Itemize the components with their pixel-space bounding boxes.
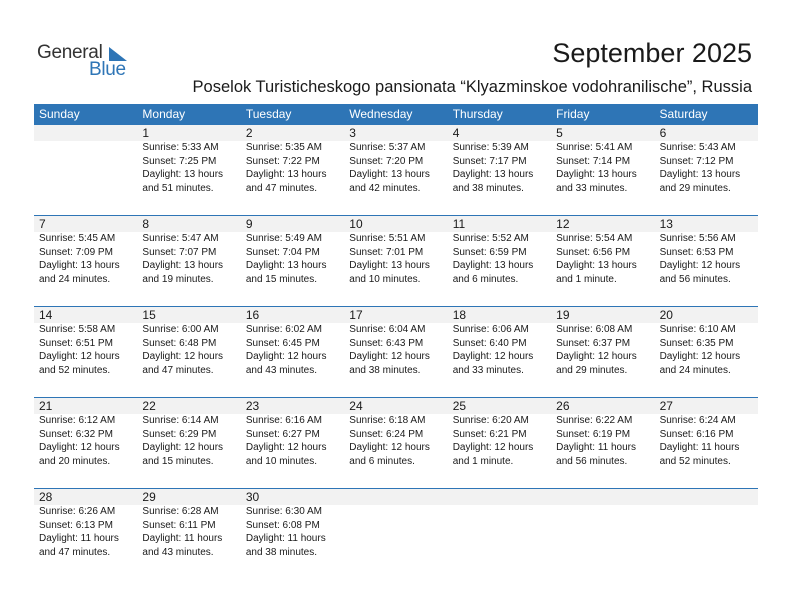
sunset-text: Sunset: 7:12 PM — [659, 155, 734, 167]
sunrise-text: Sunrise: 6:08 AM — [556, 324, 633, 335]
day-number: 23 — [245, 399, 260, 413]
daylight-text: Daylight: 11 hours — [556, 442, 636, 453]
daylight-minutes-text: and 52 minutes. — [39, 364, 111, 376]
location-subtitle: Poselok Turisticheskogo pansionata “Klyazminskoe vodohranilische”, Russia — [192, 78, 752, 96]
daylight-minutes-text: and 19 minutes. — [142, 273, 214, 285]
day-number: 19 — [556, 308, 570, 322]
sunrise-text: Sunrise: 5:51 AM — [349, 233, 426, 244]
sunset-text: Sunset: 7:22 PM — [245, 155, 320, 167]
weekday-header: Tuesday — [245, 107, 292, 121]
daylight-minutes-text: and 51 minutes. — [142, 182, 214, 194]
daylight-minutes-text: and 1 minute. — [556, 273, 617, 285]
sunrise-text: Sunrise: 6:26 AM — [39, 506, 116, 517]
sunrise-text: Sunrise: 5:54 AM — [556, 233, 633, 244]
sunrise-text: Sunrise: 6:12 AM — [39, 415, 116, 426]
day-cell — [241, 398, 344, 488]
weekday-header-row — [34, 104, 758, 125]
sunset-text: Sunset: 6:16 PM — [659, 428, 734, 440]
sunset-text: Sunset: 6:51 PM — [39, 337, 113, 349]
sunrise-text: Sunrise: 5:39 AM — [452, 142, 529, 153]
day-cell — [655, 307, 758, 397]
daylight-minutes-text: and 38 minutes. — [245, 546, 318, 558]
daylight-text: Daylight: 13 hours — [349, 169, 430, 180]
day-cell — [448, 307, 551, 397]
daylight-text: Daylight: 13 hours — [142, 260, 224, 271]
day-number: 22 — [142, 399, 156, 413]
sunrise-text: Sunrise: 6:02 AM — [245, 324, 322, 335]
sunset-text: Sunset: 6:56 PM — [556, 246, 631, 258]
day-number: 30 — [245, 490, 260, 504]
day-number: 8 — [142, 217, 150, 231]
day-cell — [655, 216, 758, 306]
daylight-minutes-text: and 24 minutes. — [659, 364, 731, 376]
sunrise-text: Sunrise: 5:35 AM — [245, 142, 322, 153]
daylight-minutes-text: and 47 minutes. — [142, 364, 214, 376]
sunrise-text: Sunrise: 5:43 AM — [659, 142, 736, 153]
sunrise-text: Sunrise: 5:45 AM — [39, 233, 116, 244]
day-number: 29 — [142, 490, 156, 504]
day-number: 24 — [349, 399, 363, 413]
daylight-minutes-text: and 56 minutes. — [659, 273, 731, 285]
daylight-text: Daylight: 13 hours — [142, 169, 224, 180]
day-cell — [137, 489, 240, 579]
sunset-text: Sunset: 6:35 PM — [659, 337, 734, 349]
day-cell — [448, 216, 551, 306]
daylight-minutes-text: and 1 minute. — [452, 455, 514, 467]
day-number: 14 — [39, 308, 53, 322]
sunrise-text: Sunrise: 6:14 AM — [142, 415, 219, 426]
daylight-text: Daylight: 13 hours — [452, 169, 534, 180]
daylight-minutes-text: and 47 minutes. — [39, 546, 111, 558]
day-number: 21 — [39, 399, 53, 413]
day-cell — [137, 398, 240, 488]
daylight-minutes-text: and 15 minutes. — [245, 273, 318, 285]
day-cell — [655, 125, 758, 215]
sunset-text: Sunset: 6:29 PM — [142, 428, 217, 440]
day-cell — [551, 125, 654, 215]
sunrise-text: Sunrise: 6:06 AM — [452, 324, 529, 335]
sunset-text: Sunset: 6:13 PM — [39, 519, 113, 531]
weekday-header: Monday — [142, 107, 186, 121]
week-row — [34, 215, 758, 306]
sunset-text: Sunset: 6:43 PM — [349, 337, 424, 349]
daylight-text: Daylight: 12 hours — [452, 351, 534, 362]
daylight-minutes-text: and 10 minutes. — [245, 455, 318, 467]
sunset-text: Sunset: 6:21 PM — [452, 428, 527, 440]
sunrise-text: Sunrise: 5:41 AM — [556, 142, 633, 153]
day-cell — [344, 307, 447, 397]
day-number: 12 — [556, 217, 570, 231]
sunset-text: Sunset: 6:08 PM — [245, 519, 320, 531]
sunset-text: Sunset: 6:11 PM — [142, 519, 216, 531]
daylight-minutes-text: and 47 minutes. — [245, 182, 318, 194]
day-cell — [344, 125, 447, 215]
daylight-minutes-text: and 20 minutes. — [39, 455, 111, 467]
daylight-text: Daylight: 12 hours — [39, 442, 120, 453]
daylight-minutes-text: and 6 minutes. — [452, 273, 519, 285]
daylight-text: Daylight: 11 hours — [659, 442, 740, 453]
day-number: 28 — [39, 490, 53, 504]
sunrise-text: Sunrise: 6:30 AM — [245, 506, 322, 517]
day-cell — [448, 125, 551, 215]
daylight-minutes-text: and 29 minutes. — [659, 182, 731, 194]
daylight-text: Daylight: 13 hours — [349, 260, 430, 271]
sunrise-text: Sunrise: 5:37 AM — [349, 142, 426, 153]
day-cell — [241, 125, 344, 215]
daylight-text: Daylight: 12 hours — [142, 442, 224, 453]
daylight-text: Daylight: 13 hours — [245, 260, 327, 271]
day-cell — [34, 216, 137, 306]
week-row — [34, 306, 758, 397]
sunset-text: Sunset: 7:01 PM — [349, 246, 424, 258]
sunrise-text: Sunrise: 6:00 AM — [142, 324, 219, 335]
weekday-header: Wednesday — [349, 107, 413, 121]
day-cell — [137, 307, 240, 397]
day-number: 17 — [349, 308, 363, 322]
day-number: 1 — [142, 126, 150, 140]
sunrise-text: Sunrise: 5:49 AM — [245, 233, 322, 244]
day-cell — [34, 398, 137, 488]
daylight-text: Daylight: 12 hours — [245, 351, 327, 362]
sunset-text: Sunset: 7:07 PM — [142, 246, 217, 258]
day-cell — [34, 307, 137, 397]
sunrise-text: Sunrise: 6:24 AM — [659, 415, 736, 426]
sunset-text: Sunset: 7:04 PM — [245, 246, 320, 258]
sunset-text: Sunset: 6:24 PM — [349, 428, 424, 440]
logo-text-blue: Blue — [89, 59, 126, 80]
sunrise-text: Sunrise: 5:58 AM — [39, 324, 116, 335]
day-number: 18 — [452, 308, 467, 322]
sunset-text: Sunset: 6:53 PM — [659, 246, 734, 258]
daylight-text: Daylight: 13 hours — [659, 169, 741, 180]
daylight-minutes-text: and 56 minutes. — [556, 455, 628, 467]
sunset-text: Sunset: 7:14 PM — [556, 155, 631, 167]
daylight-minutes-text: and 42 minutes. — [349, 182, 421, 194]
daylight-text: Daylight: 13 hours — [39, 260, 120, 271]
sunset-text: Sunset: 7:25 PM — [142, 155, 217, 167]
daylight-minutes-text: and 24 minutes. — [39, 273, 111, 285]
weekday-header: Sunday — [39, 107, 80, 121]
day-number: 3 — [349, 126, 356, 140]
week-row — [34, 397, 758, 488]
weekday-header: Thursday — [452, 107, 503, 121]
daylight-text: Daylight: 12 hours — [39, 351, 120, 362]
daylight-text: Daylight: 12 hours — [245, 442, 327, 453]
daylight-text: Daylight: 13 hours — [556, 169, 637, 180]
daylight-minutes-text: and 10 minutes. — [349, 273, 421, 285]
day-cell — [551, 216, 654, 306]
sunset-text: Sunset: 6:27 PM — [245, 428, 320, 440]
sunset-text: Sunset: 6:45 PM — [245, 337, 320, 349]
sunset-text: Sunset: 6:48 PM — [142, 337, 217, 349]
sunrise-text: Sunrise: 5:47 AM — [142, 233, 219, 244]
day-number: 7 — [39, 217, 46, 231]
daylight-text: Daylight: 12 hours — [659, 351, 741, 362]
calendar-weeks — [34, 125, 758, 579]
week-row — [34, 488, 758, 579]
daylight-text: Daylight: 13 hours — [245, 169, 327, 180]
sunrise-text: Sunrise: 6:10 AM — [659, 324, 736, 335]
sunset-text: Sunset: 6:37 PM — [556, 337, 631, 349]
day-number: 16 — [245, 308, 260, 322]
daylight-text: Daylight: 12 hours — [452, 442, 534, 453]
page-title: September 2025 — [552, 38, 752, 68]
day-number: 20 — [659, 308, 673, 322]
daylight-minutes-text: and 33 minutes. — [556, 182, 628, 194]
day-number: 25 — [452, 399, 467, 413]
weekday-header: Friday — [556, 107, 590, 121]
sunrise-text: Sunrise: 5:52 AM — [452, 233, 529, 244]
daylight-minutes-text: and 6 minutes. — [349, 455, 415, 467]
daylight-minutes-text: and 29 minutes. — [556, 364, 628, 376]
daylight-minutes-text: and 15 minutes. — [142, 455, 214, 467]
day-cell — [551, 307, 654, 397]
day-cell — [241, 216, 344, 306]
day-number: 15 — [142, 308, 156, 322]
day-number: 27 — [659, 399, 673, 413]
day-cell — [344, 216, 447, 306]
day-number: 11 — [452, 217, 466, 231]
daylight-text: Daylight: 12 hours — [349, 442, 430, 453]
calendar-grid — [34, 104, 758, 579]
day-cell — [241, 307, 344, 397]
sunset-text: Sunset: 6:32 PM — [39, 428, 113, 440]
day-cell — [34, 489, 137, 579]
sunrise-text: Sunrise: 5:33 AM — [142, 142, 219, 153]
daylight-minutes-text: and 52 minutes. — [659, 455, 731, 467]
daylight-text: Daylight: 12 hours — [349, 351, 430, 362]
day-cell — [448, 398, 551, 488]
logo-text-general: General — [37, 42, 103, 63]
weekday-header: Saturday — [659, 107, 708, 121]
daylight-text: Daylight: 13 hours — [452, 260, 534, 271]
sunrise-text: Sunrise: 5:56 AM — [659, 233, 736, 244]
day-number: 2 — [245, 126, 253, 140]
daylight-text: Daylight: 12 hours — [142, 351, 224, 362]
day-number: 6 — [659, 126, 667, 140]
daylight-minutes-text: and 43 minutes. — [142, 546, 214, 558]
day-cell — [551, 398, 654, 488]
daylight-text: Daylight: 11 hours — [142, 533, 223, 544]
sunrise-text: Sunrise: 6:28 AM — [142, 506, 219, 517]
sunset-text: Sunset: 7:20 PM — [349, 155, 424, 167]
day-number: 5 — [556, 126, 563, 140]
brand-logo — [37, 42, 147, 82]
sunrise-text: Sunrise: 6:22 AM — [556, 415, 633, 426]
day-number: 4 — [452, 126, 460, 140]
sunset-text: Sunset: 6:40 PM — [452, 337, 527, 349]
sunset-text: Sunset: 7:17 PM — [452, 155, 527, 167]
daylight-text: Daylight: 12 hours — [556, 351, 637, 362]
day-number: 26 — [556, 399, 570, 413]
daylight-text: Daylight: 12 hours — [659, 260, 741, 271]
day-number: 9 — [245, 217, 253, 231]
day-cell — [241, 489, 344, 579]
daylight-minutes-text: and 38 minutes. — [452, 182, 524, 194]
sunset-text: Sunset: 6:19 PM — [556, 428, 631, 440]
daylight-minutes-text: and 43 minutes. — [245, 364, 318, 376]
day-cell — [655, 398, 758, 488]
day-number: 10 — [349, 217, 363, 231]
daylight-text: Daylight: 11 hours — [39, 533, 119, 544]
week-row — [34, 125, 758, 215]
sunrise-text: Sunrise: 6:20 AM — [452, 415, 529, 426]
sunrise-text: Sunrise: 6:16 AM — [245, 415, 322, 426]
day-cell — [137, 125, 240, 215]
day-cell — [344, 398, 447, 488]
day-number: 13 — [659, 217, 673, 231]
daylight-text: Daylight: 13 hours — [556, 260, 637, 271]
daylight-minutes-text: and 33 minutes. — [452, 364, 524, 376]
sunrise-text: Sunrise: 6:18 AM — [349, 415, 426, 426]
daylight-minutes-text: and 38 minutes. — [349, 364, 421, 376]
sunset-text: Sunset: 6:59 PM — [452, 246, 527, 258]
sunset-text: Sunset: 7:09 PM — [39, 246, 113, 258]
daylight-text: Daylight: 11 hours — [245, 533, 326, 544]
sunrise-text: Sunrise: 6:04 AM — [349, 324, 426, 335]
day-cell — [137, 216, 240, 306]
